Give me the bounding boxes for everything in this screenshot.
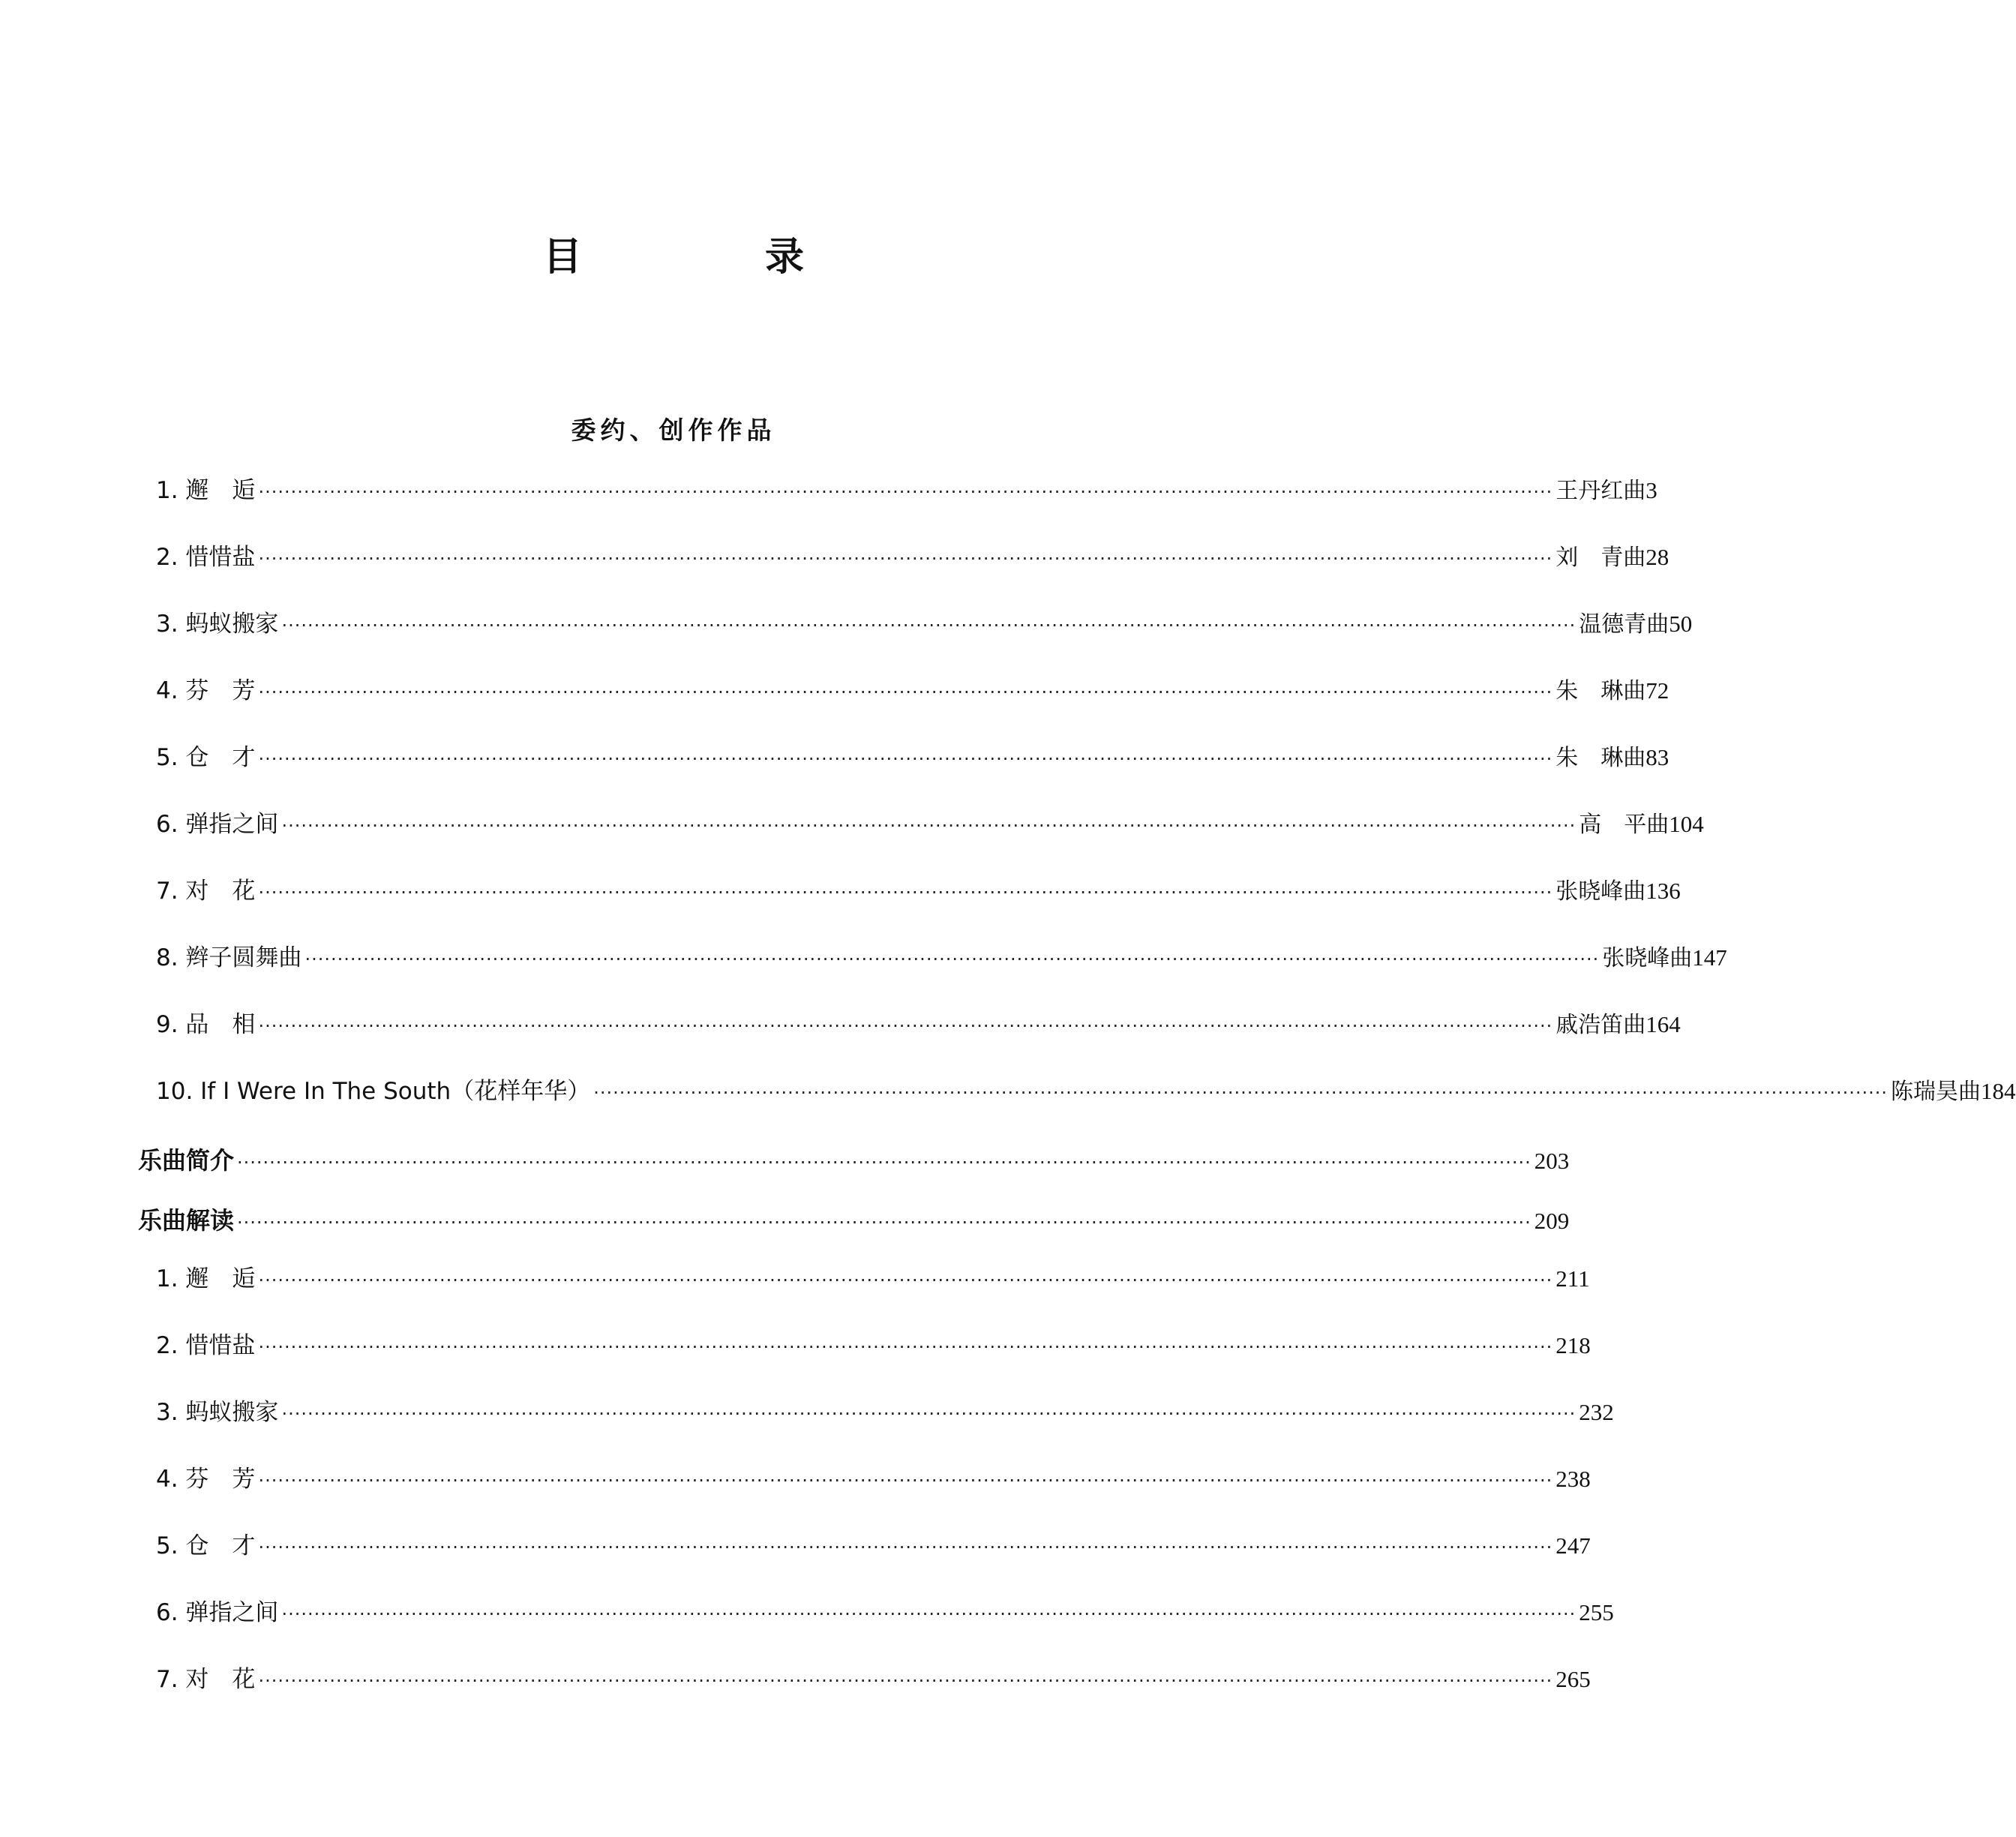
subentry-title: 1. 邂 逅	[156, 1265, 256, 1292]
entry-title: 6. 弹指之间	[156, 811, 279, 838]
toc-heading-analysis[interactable]	[138, 1202, 1570, 1239]
entry-title: 7. 对 花	[156, 878, 256, 905]
entry-composer: 高 平曲	[1579, 812, 1670, 838]
entry-composer: 陈瑞昊曲	[1891, 1079, 1981, 1105]
subentry-page: 255	[1579, 1599, 1614, 1625]
heading-title: 乐曲简介	[138, 1146, 235, 1175]
toc-entry[interactable]	[156, 605, 1693, 642]
dot-leader: ········································································································································································································	[258, 1270, 1553, 1291]
toc-entry[interactable]	[156, 1072, 2016, 1109]
dot-leader: ········································································································································································································	[593, 1082, 1888, 1103]
toc-subentry[interactable]	[156, 1526, 1591, 1564]
dot-leader: ········································································································································································································	[237, 1152, 1532, 1173]
entry-title: 1. 邂 逅	[156, 477, 256, 504]
entry-title: 8. 辫子圆舞曲	[156, 944, 302, 971]
dot-leader: ········································································································································································································	[258, 482, 1553, 503]
subentry-title: 4. 芬 芳	[156, 1466, 256, 1493]
subentry-page: 218	[1556, 1332, 1591, 1358]
entry-title: 2. 惜惜盐	[156, 544, 256, 571]
toc-entry[interactable]	[156, 872, 1681, 909]
subentry-title: 6. 弹指之间	[156, 1599, 279, 1626]
toc-entry[interactable]	[156, 1005, 1681, 1043]
toc-entry[interactable]	[156, 805, 1704, 842]
dot-leader: ········································································································································································································	[258, 682, 1553, 703]
heading-page: 209	[1534, 1208, 1570, 1234]
entry-page: 83	[1646, 744, 1670, 770]
dot-leader: ········································································································································································································	[258, 1537, 1553, 1558]
dot-leader: ········································································································································································································	[281, 1604, 1576, 1625]
toc-subentry[interactable]	[156, 1259, 1590, 1297]
toc-subentry[interactable]	[156, 1593, 1614, 1631]
entry-title: 9. 品 相	[156, 1011, 256, 1038]
dot-leader: ········································································································································································································	[258, 1016, 1553, 1037]
entry-composer: 刘 青曲	[1556, 545, 1646, 571]
dot-leader: ········································································································································································································	[281, 1403, 1576, 1424]
entry-page: 164	[1646, 1011, 1681, 1037]
subentry-page: 247	[1556, 1532, 1591, 1559]
dot-leader: ········································································································································································································	[304, 949, 1600, 970]
entry-title: 3. 蚂蚁搬家	[156, 611, 279, 638]
entry-title: 10. If I Were In The South（花样年华）	[156, 1078, 591, 1105]
entry-composer: 朱 琳曲	[1556, 745, 1646, 771]
subentry-page: 265	[1556, 1666, 1591, 1692]
dot-leader: ········································································································································································································	[258, 1670, 1553, 1691]
subentry-page: 238	[1556, 1466, 1591, 1492]
entry-page: 136	[1646, 878, 1681, 904]
subentry-page: 211	[1556, 1265, 1590, 1292]
dot-leader: ········································································································································································································	[258, 1337, 1553, 1358]
toc-subentry[interactable]	[156, 1660, 1591, 1697]
entry-composer: 张晓峰曲	[1556, 878, 1646, 905]
entry-page: 147	[1692, 944, 1727, 971]
subentry-title: 7. 对 花	[156, 1666, 256, 1693]
entry-page: 50	[1669, 611, 1693, 637]
toc-entry[interactable]	[156, 471, 1658, 509]
subentry-title: 2. 惜惜盐	[156, 1332, 256, 1359]
entry-composer: 温德青曲	[1579, 611, 1670, 638]
dot-leader: ········································································································································································································	[258, 548, 1553, 569]
dot-leader: ········································································································································································································	[258, 749, 1553, 770]
dot-leader: ········································································································································································································	[258, 882, 1553, 903]
entry-page: 184	[1981, 1078, 2016, 1104]
toc-entry[interactable]	[156, 938, 1727, 976]
toc-subentry[interactable]	[156, 1326, 1591, 1364]
entry-page: 28	[1646, 544, 1670, 570]
entry-composer: 朱 琳曲	[1556, 678, 1646, 704]
toc-entry[interactable]	[156, 671, 1670, 709]
entry-composer: 王丹红曲	[1556, 478, 1646, 504]
toc-heading-intro[interactable]	[138, 1142, 1570, 1179]
entry-composer: 戚浩笛曲	[1556, 1012, 1646, 1038]
toc-entry[interactable]	[156, 738, 1670, 776]
dot-leader: ········································································································································································································	[281, 815, 1576, 836]
entry-page: 104	[1669, 811, 1704, 837]
subentry-title: 3. 蚂蚁搬家	[156, 1399, 279, 1426]
toc-subentry[interactable]	[156, 1460, 1591, 1497]
heading-page: 203	[1534, 1148, 1570, 1174]
page-title: 目 录	[542, 234, 876, 280]
dot-leader: ········································································································································································································	[237, 1212, 1532, 1233]
entry-composer: 张晓峰曲	[1602, 945, 1693, 971]
toc-subentry[interactable]	[156, 1393, 1614, 1430]
entry-page: 3	[1646, 477, 1658, 503]
toc-entry[interactable]	[156, 538, 1670, 575]
dot-leader: ········································································································································································································	[258, 1470, 1553, 1491]
entry-page: 72	[1646, 677, 1670, 704]
heading-title: 乐曲解读	[138, 1206, 235, 1235]
entry-title: 5. 仓 才	[156, 744, 256, 771]
subentry-page: 232	[1579, 1399, 1614, 1425]
dot-leader: ········································································································································································································	[281, 615, 1576, 636]
entry-title: 4. 芬 芳	[156, 677, 256, 704]
section-title: 委约、创作作品	[571, 416, 776, 445]
subentry-title: 5. 仓 才	[156, 1532, 256, 1559]
